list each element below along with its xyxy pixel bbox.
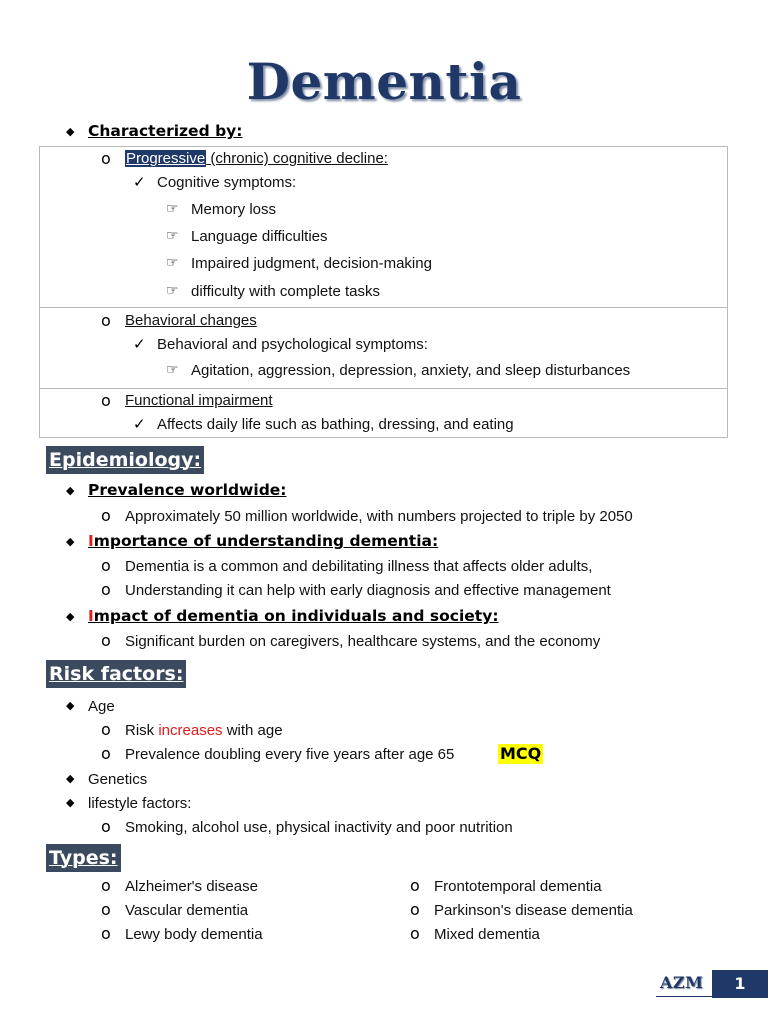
- risk-genetics: Genetics: [88, 771, 148, 788]
- importance-first-letter: I: [88, 532, 94, 550]
- risk-pre: Risk: [125, 722, 159, 739]
- behavioral-label: Behavioral changes: [125, 312, 257, 329]
- list-item: Approximately 50 million worldwide, with numbers projected to triple by 2050: [125, 508, 633, 525]
- checkmark-icon: ✓: [133, 335, 146, 353]
- bullet-circle-icon: o: [101, 720, 111, 739]
- progressive-highlight: Progressive: [126, 150, 206, 167]
- page-title: Dementia: [246, 52, 522, 111]
- bullet-circle-icon: o: [410, 876, 420, 895]
- list-item: Impaired judgment, decision-making: [191, 255, 432, 272]
- bullet-diamond-icon: ◆: [66, 772, 75, 785]
- bullet-diamond-icon: ◆: [66, 125, 75, 138]
- list-item: Memory loss: [191, 201, 277, 218]
- section-heading-risk-factors: Risk factors:: [46, 660, 186, 688]
- risk-lifestyle: lifestyle factors:: [88, 795, 192, 812]
- bullet-circle-icon: o: [101, 876, 111, 895]
- bullet-circle-icon: o: [101, 311, 111, 330]
- importance-heading: [88, 532, 438, 550]
- bullet-circle-icon: o: [101, 391, 111, 410]
- type-item: Lewy body dementia: [125, 926, 263, 943]
- prevalence-heading: Prevalence worldwide:: [88, 481, 287, 499]
- type-item: Frontotemporal dementia: [434, 878, 602, 895]
- bullet-circle-icon: o: [410, 900, 420, 919]
- bullet-diamond-icon: ◆: [66, 796, 75, 809]
- pointing-hand-icon: ☞: [166, 362, 179, 378]
- risk-increases-word: increases: [158, 722, 223, 739]
- mcq-badge: MCQ: [500, 744, 542, 763]
- section-heading-epidemiology: Epidemiology:: [46, 446, 204, 474]
- cognitive-symptoms-label: Cognitive symptoms:: [157, 174, 297, 191]
- characterized-heading: Characterized by:: [88, 122, 243, 140]
- impact-first-letter: I: [88, 607, 94, 625]
- risk-increases-line: [125, 722, 283, 740]
- impact-heading: [88, 607, 499, 625]
- risk-post: with age: [222, 722, 283, 739]
- checkmark-icon: ✓: [133, 173, 146, 191]
- bullet-circle-icon: o: [101, 900, 111, 919]
- checkmark-icon: ✓: [133, 415, 146, 433]
- list-item: difficulty with complete tasks: [191, 283, 380, 300]
- bullet-diamond-icon: ◆: [66, 699, 75, 712]
- pointing-hand-icon: ☞: [166, 255, 179, 271]
- list-item: Language difficulties: [191, 228, 328, 245]
- type-item: Alzheimer's disease: [125, 878, 258, 895]
- bullet-circle-icon: o: [101, 556, 111, 575]
- bullet-circle-icon: o: [101, 149, 111, 168]
- footer-rule: [656, 996, 712, 997]
- risk-doubling: Prevalence doubling every five years after age 65: [125, 746, 455, 763]
- bullet-circle-icon: o: [410, 924, 420, 943]
- footer-author: AZM: [660, 973, 704, 992]
- type-item: Vascular dementia: [125, 902, 249, 919]
- risk-age: Age: [88, 698, 115, 715]
- pointing-hand-icon: ☞: [166, 201, 179, 217]
- bullet-circle-icon: o: [101, 744, 111, 763]
- bullet-circle-icon: o: [101, 631, 111, 650]
- list-item: Dementia is a common and debilitating illness that affects older adults,: [125, 558, 593, 575]
- bullet-diamond-icon: ◆: [66, 535, 75, 548]
- pointing-hand-icon: ☞: [166, 228, 179, 244]
- bullet-circle-icon: o: [101, 506, 111, 525]
- impact-heading-rest: mpact of dementia on individuals and society:: [93, 607, 499, 625]
- progressive-line: [125, 150, 388, 168]
- list-item: Agitation, aggression, depression, anxiety, and sleep disturbances: [191, 362, 631, 379]
- pointing-hand-icon: ☞: [166, 283, 179, 299]
- functional-sub: Affects daily life such as bathing, dressing, and eating: [157, 416, 514, 433]
- characterized-box-1: [39, 146, 728, 308]
- behavioral-sub: Behavioral and psychological symptoms:: [157, 336, 428, 353]
- bullet-circle-icon: o: [101, 817, 111, 836]
- type-item: Parkinson's disease dementia: [434, 902, 633, 919]
- list-item: Understanding it can help with early diagnosis and effective management: [125, 582, 611, 599]
- bullet-diamond-icon: ◆: [66, 484, 75, 497]
- type-item: Mixed dementia: [434, 926, 540, 943]
- bullet-circle-icon: o: [101, 924, 111, 943]
- functional-label: Functional impairment: [125, 392, 273, 409]
- list-item: Significant burden on caregivers, healthcare systems, and the economy: [125, 633, 601, 650]
- page-number: 1: [712, 970, 768, 998]
- bullet-diamond-icon: ◆: [66, 610, 75, 623]
- importance-heading-rest: mportance of understanding dementia:: [93, 532, 439, 550]
- progressive-rest: (chronic) cognitive decline:: [206, 150, 388, 167]
- bullet-circle-icon: o: [101, 580, 111, 599]
- section-heading-types: Types:: [46, 844, 121, 872]
- risk-lifestyle-item: Smoking, alcohol use, physical inactivity and poor nutrition: [125, 819, 513, 836]
